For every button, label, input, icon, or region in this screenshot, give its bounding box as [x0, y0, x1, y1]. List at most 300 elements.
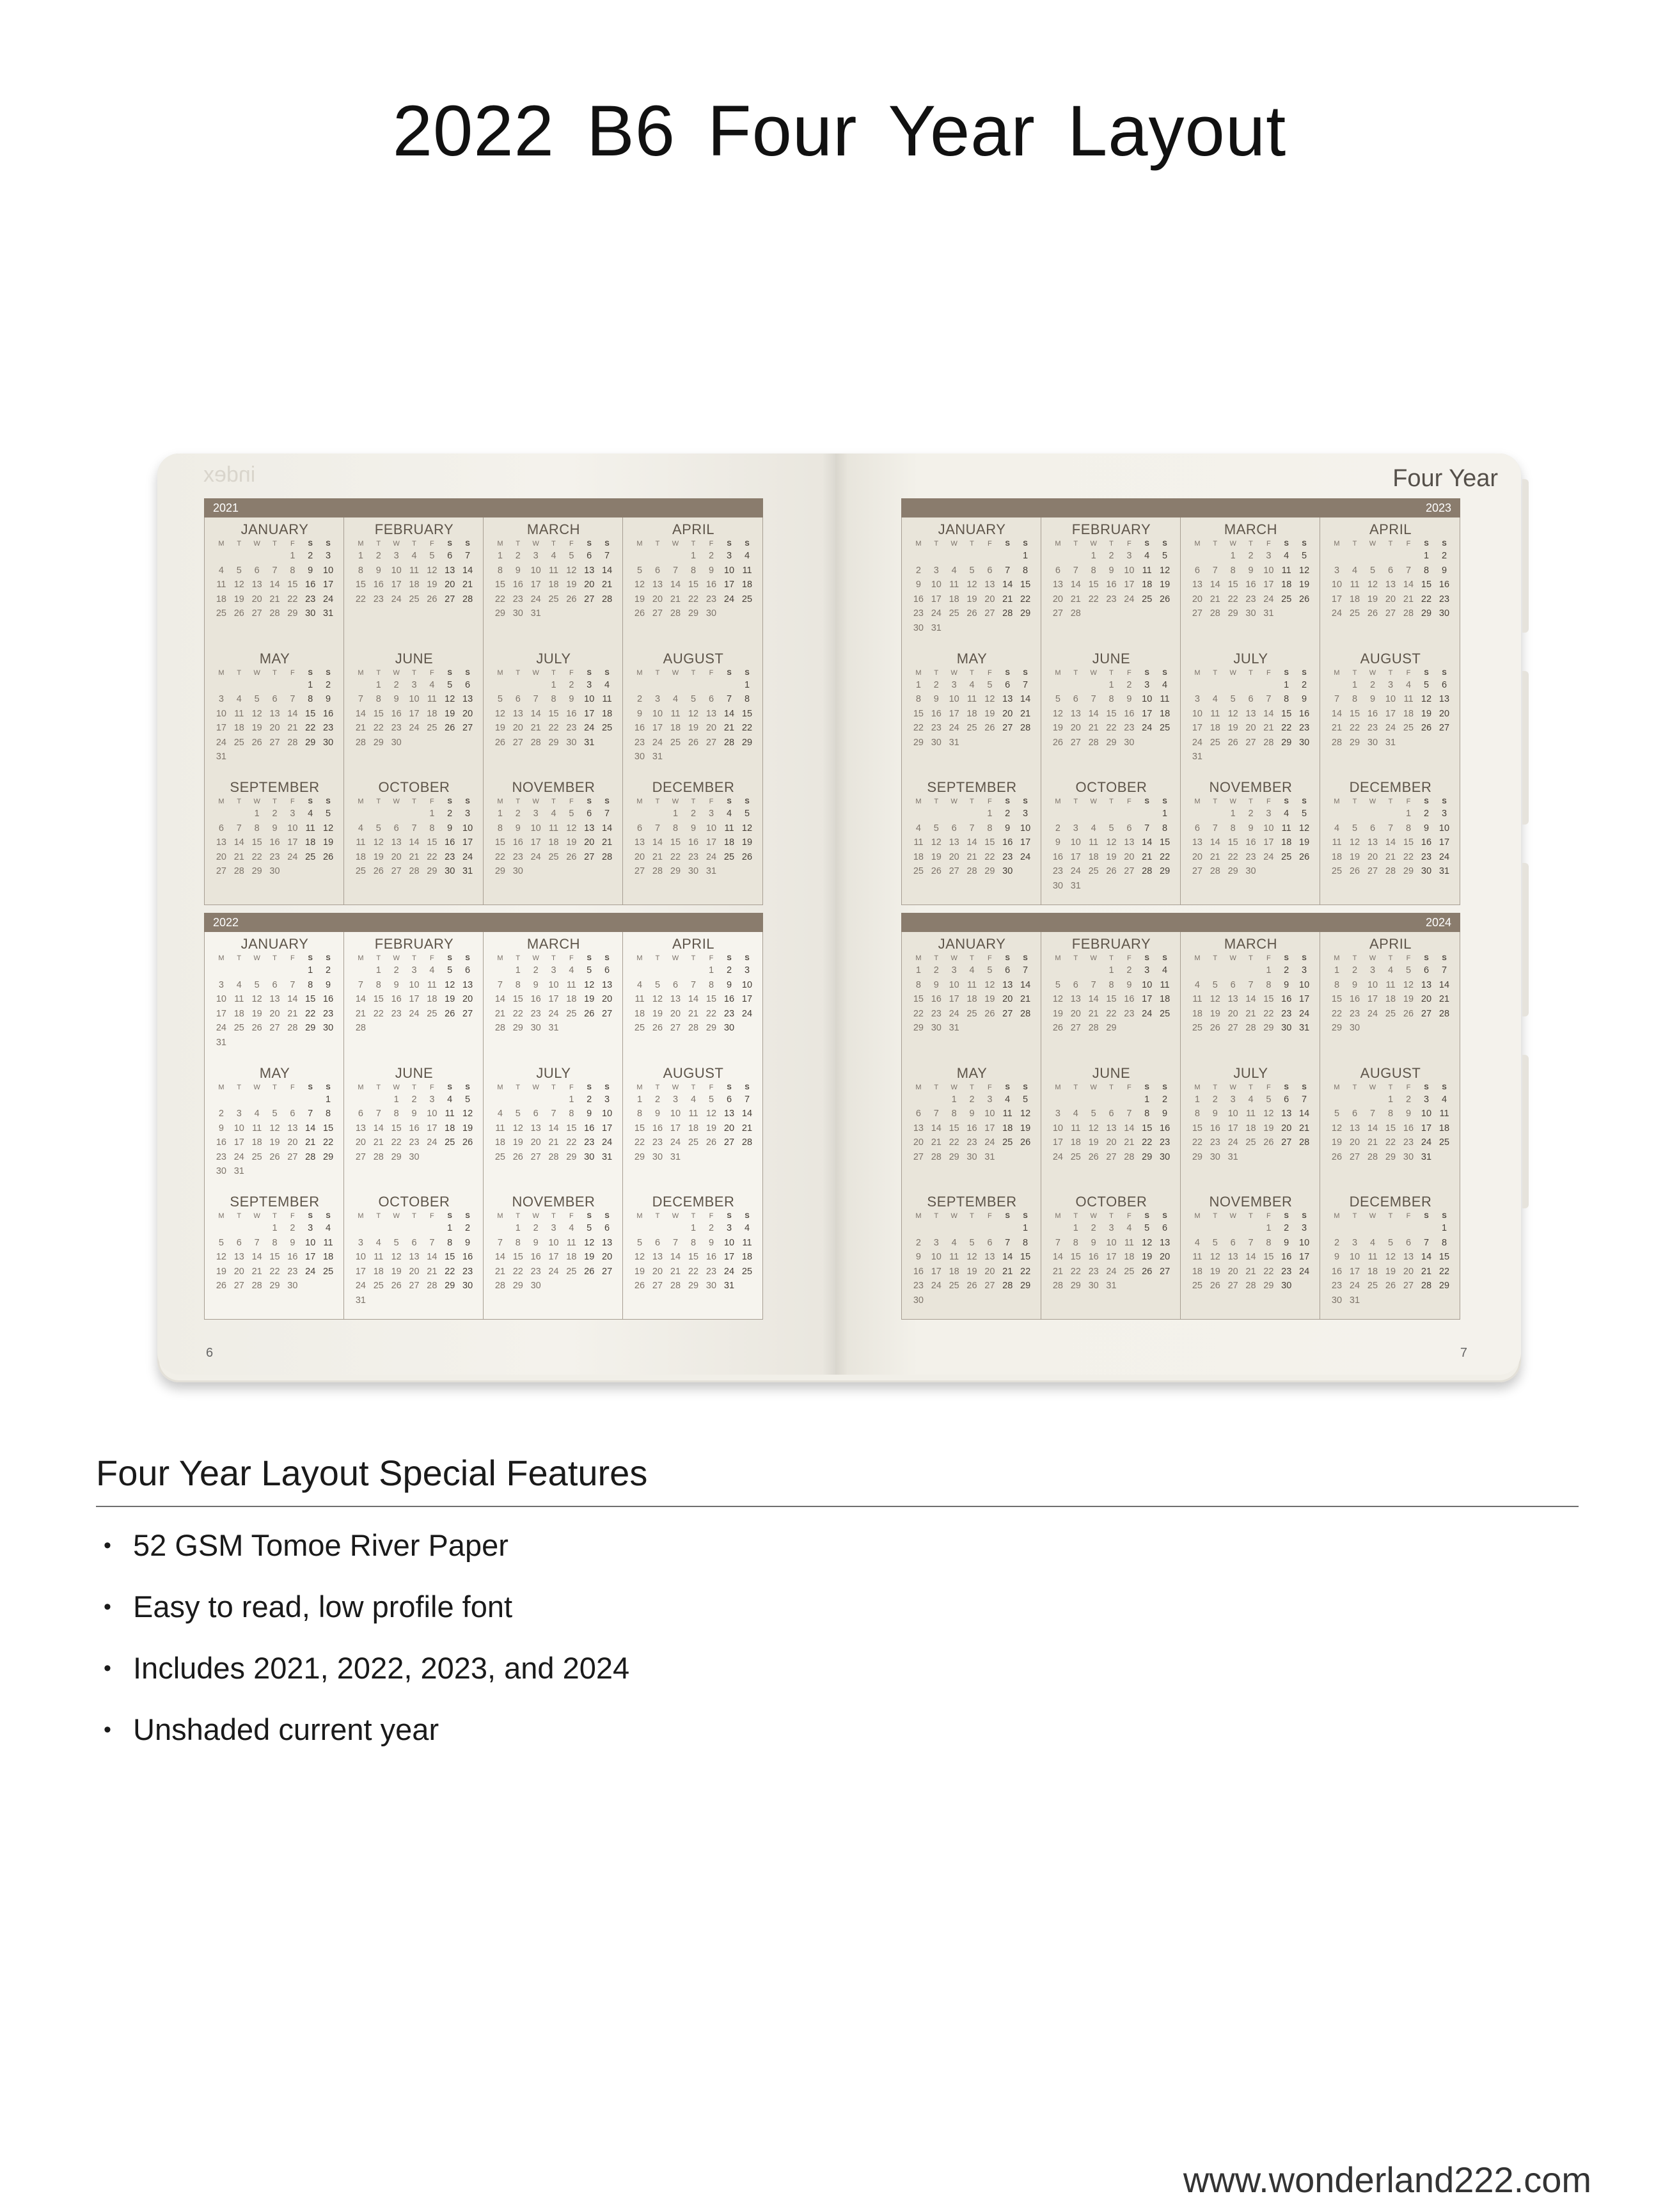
weekday-label: W	[393, 798, 400, 806]
month-october	[344, 1190, 484, 1319]
empty-day	[684, 963, 702, 978]
day-number: 17	[1192, 723, 1202, 734]
day-number: 7	[933, 1109, 939, 1119]
weekday-label: S	[465, 954, 470, 962]
day-number: 13	[1403, 1252, 1414, 1263]
weekday-label: T	[934, 1083, 939, 1091]
day-number: 9	[1369, 694, 1376, 705]
day-number: 31	[984, 1151, 995, 1162]
weekday-label: T	[1388, 540, 1393, 548]
day-number: 1	[429, 809, 435, 819]
weekday-label: T	[551, 954, 556, 962]
day-number: 11	[635, 994, 645, 1004]
day-number: 1	[308, 965, 313, 976]
day-number: 12	[233, 580, 244, 590]
day-number: 25	[233, 737, 244, 748]
weekday-label: T	[1352, 1212, 1357, 1221]
day-number: 12	[634, 1252, 645, 1263]
weekday-label: S	[308, 1083, 313, 1091]
weekday-label: S	[1023, 1212, 1028, 1221]
day-number: 30	[931, 737, 942, 748]
day-number: 11	[305, 823, 315, 833]
weekday-label: F	[290, 798, 295, 806]
weekday-label: S	[326, 954, 331, 962]
weekday-label: S	[308, 540, 313, 548]
day-number: 13	[1070, 708, 1081, 719]
day-number: 22	[1227, 851, 1238, 862]
day-number: 13	[1070, 994, 1081, 1004]
day-number: 24	[1142, 1008, 1153, 1019]
day-number: 18	[494, 1137, 505, 1148]
weekday-label: W	[1369, 668, 1376, 677]
day-number: 4	[569, 1223, 574, 1234]
day-number: 1	[1162, 809, 1168, 819]
day-number: 17	[949, 708, 959, 719]
day-number: 1	[951, 1094, 957, 1105]
day-number: 27	[1349, 1151, 1360, 1162]
day-number: 21	[1002, 1266, 1013, 1277]
weekday-label: F	[1406, 1083, 1411, 1091]
weekday-label: W	[532, 954, 539, 962]
day-number: 2	[1108, 551, 1114, 561]
day-number: 3	[726, 1223, 732, 1234]
empty-day	[1049, 807, 1067, 821]
day-number: 5	[1055, 694, 1060, 705]
day-number: 18	[216, 594, 226, 604]
day-number: 23	[566, 723, 577, 734]
day-number: 4	[358, 823, 363, 833]
day-grid	[491, 1221, 616, 1293]
empty-day	[527, 1093, 545, 1107]
day-number: 30	[1367, 737, 1378, 748]
day-number: 24	[1070, 866, 1081, 877]
empty-day	[1242, 678, 1260, 693]
weekday-header	[1328, 1084, 1453, 1091]
day-number: 13	[984, 1252, 995, 1263]
day-number: 17	[1299, 1252, 1310, 1263]
day-number: 1	[447, 1223, 453, 1234]
month-april	[1320, 517, 1460, 647]
day-number: 23	[391, 723, 402, 734]
weekday-label: M	[497, 1212, 503, 1221]
weekday-label: M	[915, 1083, 922, 1091]
page-title: 2022 B6 Four Year Layout	[392, 91, 1287, 171]
weekday-label: F	[1266, 1083, 1271, 1091]
empty-day	[1242, 1221, 1260, 1236]
day-number: 25	[1385, 1008, 1396, 1019]
day-number: 2	[533, 965, 539, 976]
day-number: 16	[1403, 1123, 1414, 1134]
day-number: 24	[305, 1266, 316, 1277]
day-number: 5	[447, 679, 453, 690]
day-number: 10	[723, 1237, 735, 1248]
weekday-label: T	[1213, 668, 1218, 677]
day-number: 11	[1071, 1123, 1081, 1134]
weekday-label: F	[709, 954, 714, 962]
day-number: 4	[326, 1223, 331, 1234]
weekday-label: F	[569, 668, 574, 677]
day-number: 20	[355, 1137, 366, 1148]
day-number: 23	[1349, 1008, 1360, 1019]
day-number: 11	[724, 823, 734, 833]
weekday-label: T	[412, 798, 416, 806]
day-number: 10	[1070, 837, 1081, 848]
day-number: 7	[604, 551, 610, 561]
day-number: 9	[411, 1109, 417, 1119]
day-number: 16	[1299, 708, 1310, 719]
weekday-label: W	[950, 540, 958, 548]
month-november	[484, 775, 623, 905]
day-number: 24	[931, 1281, 942, 1292]
day-number: 26	[966, 1281, 977, 1292]
day-number: 12	[705, 1109, 717, 1119]
day-grid	[352, 963, 477, 1036]
day-number: 13	[462, 979, 473, 990]
day-number: 21	[494, 1266, 505, 1277]
day-number: 30	[530, 1023, 541, 1033]
day-number: 15	[1106, 708, 1117, 719]
day-number: 18	[1124, 1252, 1135, 1263]
day-number: 7	[1055, 1237, 1060, 1248]
day-number: 9	[1248, 823, 1254, 833]
day-number: 28	[251, 1281, 262, 1292]
day-number: 7	[1302, 1094, 1307, 1105]
day-number: 22	[494, 851, 505, 862]
weekday-label: W	[1090, 540, 1097, 548]
weekday-label: M	[1194, 668, 1201, 677]
day-number: 7	[1023, 679, 1029, 690]
day-number: 27	[1070, 1023, 1081, 1033]
day-number: 28	[409, 866, 420, 877]
day-number: 13	[269, 708, 280, 719]
day-number: 17	[723, 1252, 735, 1263]
day-number: 5	[393, 1237, 399, 1248]
day-number: 31	[1421, 1151, 1432, 1162]
weekday-label: T	[1109, 1083, 1114, 1091]
month-name: APRIL	[672, 936, 715, 952]
day-number: 9	[1055, 837, 1060, 848]
month-august	[623, 647, 762, 776]
day-number: 26	[566, 594, 577, 604]
day-number: 25	[1210, 737, 1220, 748]
weekday-label: S	[587, 1083, 592, 1091]
day-number: 13	[530, 1123, 541, 1134]
weekday-header	[212, 1212, 337, 1220]
day-number: 25	[1070, 1151, 1081, 1162]
day-number: 11	[602, 694, 612, 705]
day-number: 27	[670, 1023, 681, 1033]
day-number: 29	[741, 737, 753, 748]
feature-item	[96, 1639, 629, 1700]
empty-day	[1328, 1093, 1346, 1107]
day-number: 29	[1227, 608, 1238, 619]
empty-day	[631, 549, 649, 564]
day-number: 6	[358, 1109, 363, 1119]
weekday-label: T	[691, 1083, 696, 1091]
day-number: 21	[1052, 1266, 1063, 1277]
day-number: 5	[1144, 1223, 1150, 1234]
empty-day	[945, 549, 963, 564]
day-grid	[352, 1221, 477, 1307]
day-number: 7	[497, 1237, 503, 1248]
empty-day	[406, 1221, 423, 1236]
day-number: 21	[1421, 1266, 1432, 1277]
weekday-header	[910, 798, 1034, 805]
day-number: 11	[670, 708, 681, 719]
empty-day	[352, 678, 370, 693]
day-number: 4	[308, 809, 313, 819]
empty-day	[1049, 549, 1067, 564]
day-number: 16	[1281, 1252, 1292, 1263]
day-number: 12	[1160, 565, 1171, 576]
day-number: 24	[409, 723, 420, 734]
day-number: 14	[530, 708, 541, 719]
month-january	[205, 517, 344, 647]
day-number: 4	[551, 809, 556, 819]
empty-day	[1067, 1093, 1085, 1107]
day-number: 7	[429, 1237, 435, 1248]
day-number: 1	[1405, 809, 1412, 819]
day-number: 4	[604, 679, 610, 690]
day-number: 16	[409, 1123, 420, 1134]
month-april	[623, 517, 762, 647]
month-grid	[901, 932, 1460, 1320]
weekday-label: S	[1005, 798, 1010, 806]
day-number: 17	[1106, 1252, 1117, 1263]
day-number: 16	[966, 1123, 977, 1134]
day-number: 16	[1124, 994, 1135, 1004]
day-number: 28	[355, 737, 366, 748]
features-list	[96, 1516, 629, 1762]
weekday-label: S	[1162, 668, 1167, 677]
website-url[interactable]: www.wonderland222.com	[1183, 2160, 1591, 2200]
day-number: 30	[1281, 1281, 1292, 1292]
day-number: 30	[323, 1023, 334, 1033]
year-calendar-2024	[901, 913, 1460, 1320]
empty-day	[649, 1221, 666, 1236]
day-number: 15	[1160, 837, 1171, 848]
day-number: 18	[251, 1137, 262, 1148]
day-grid	[1049, 678, 1174, 750]
day-number: 22	[251, 851, 262, 862]
day-number: 23	[512, 594, 523, 604]
empty-day	[301, 1093, 319, 1107]
day-number: 2	[515, 551, 521, 561]
empty-day	[1328, 807, 1346, 821]
day-number: 4	[375, 1237, 381, 1248]
day-number: 9	[708, 565, 714, 576]
day-number: 11	[1192, 1252, 1202, 1263]
day-number: 28	[287, 737, 298, 748]
weekday-label: S	[1023, 668, 1028, 677]
weekday-label: W	[532, 668, 539, 677]
day-number: 11	[1192, 994, 1202, 1004]
day-number: 14	[966, 837, 977, 848]
day-number: 4	[1441, 1094, 1447, 1105]
weekday-label: T	[1388, 1212, 1393, 1221]
day-number: 21	[1263, 723, 1274, 734]
day-number: 25	[634, 1023, 645, 1033]
day-number: 12	[1088, 1123, 1099, 1134]
weekday-label: T	[1388, 668, 1393, 677]
day-number: 1	[1073, 1223, 1078, 1234]
day-number: 10	[602, 1109, 613, 1119]
day-number: 24	[409, 1008, 420, 1019]
weekday-label: F	[987, 668, 992, 677]
day-number: 7	[290, 979, 296, 990]
day-number: 24	[931, 608, 942, 619]
day-number: 9	[465, 1237, 471, 1248]
day-number: 1	[1194, 1094, 1200, 1105]
month-name: SEPTEMBER	[927, 779, 1017, 796]
day-number: 8	[1194, 1109, 1200, 1119]
day-number: 19	[966, 1266, 977, 1277]
day-number: 20	[652, 594, 663, 604]
weekday-label: S	[1424, 1083, 1429, 1091]
day-number: 1	[551, 679, 556, 690]
day-number: 28	[602, 851, 613, 862]
weekday-label: M	[915, 1212, 922, 1221]
day-number: 19	[216, 1266, 226, 1277]
day-number: 8	[1266, 1237, 1272, 1248]
weekday-label: M	[358, 954, 364, 962]
day-number: 31	[216, 752, 226, 762]
day-number: 3	[1302, 965, 1307, 976]
weekday-label: S	[1162, 798, 1167, 806]
month-name: JULY	[536, 650, 571, 667]
day-number: 11	[949, 580, 959, 590]
weekday-label: S	[1302, 798, 1307, 806]
day-number: 21	[1299, 1123, 1310, 1134]
day-number: 30	[1245, 866, 1256, 877]
day-number: 12	[427, 565, 437, 576]
day-number: 2	[569, 679, 574, 690]
day-number: 25	[1349, 608, 1360, 619]
weekday-label: S	[326, 1212, 331, 1221]
weekday-header	[1188, 1084, 1313, 1091]
day-number: 18	[1088, 851, 1099, 862]
weekday-label: S	[1023, 798, 1028, 806]
weekday-header	[352, 1084, 477, 1091]
day-number: 23	[931, 723, 942, 734]
day-number: 23	[1367, 723, 1378, 734]
day-number: 23	[1439, 594, 1450, 604]
day-number: 2	[708, 551, 714, 561]
day-number: 18	[548, 837, 559, 848]
day-number: 11	[323, 1237, 333, 1248]
day-number: 9	[1126, 979, 1132, 990]
day-number: 15	[548, 708, 559, 719]
day-number: 6	[708, 694, 714, 705]
day-number: 17	[652, 723, 663, 734]
day-number: 7	[1369, 1109, 1376, 1119]
day-number: 21	[233, 851, 244, 862]
right-page-number: 7	[1460, 1346, 1467, 1360]
empty-day	[248, 549, 266, 564]
day-number: 14	[670, 580, 681, 590]
weekday-header	[491, 798, 616, 805]
day-number: 23	[269, 851, 280, 862]
day-number: 2	[1248, 551, 1254, 561]
day-number: 23	[931, 1008, 942, 1019]
day-number: 7	[654, 823, 661, 833]
day-number: 3	[1352, 1237, 1358, 1248]
day-number: 21	[251, 1266, 262, 1277]
empty-day	[1188, 678, 1206, 693]
day-number: 22	[494, 594, 505, 604]
day-number: 3	[326, 551, 331, 561]
empty-day	[1382, 1221, 1399, 1236]
weekday-label: W	[532, 1212, 539, 1221]
weekday-label: S	[587, 798, 592, 806]
day-number: 12	[634, 580, 645, 590]
weekday-label: F	[1406, 954, 1411, 962]
weekday-label: W	[1229, 1083, 1236, 1091]
day-number: 21	[1367, 1137, 1378, 1148]
weekday-label: W	[532, 540, 539, 548]
day-number: 9	[1212, 1109, 1218, 1119]
day-number: 27	[913, 1151, 924, 1162]
day-number: 23	[1124, 723, 1135, 734]
day-number: 23	[1106, 594, 1117, 604]
day-number: 26	[1052, 1023, 1063, 1033]
day-number: 30	[723, 1023, 735, 1033]
day-number: 30	[688, 866, 699, 877]
weekday-label: M	[1055, 798, 1061, 806]
day-number: 19	[1210, 1266, 1220, 1277]
day-number: 17	[1367, 994, 1378, 1004]
day-number: 9	[569, 694, 574, 705]
day-number: 5	[1212, 1237, 1218, 1248]
day-number: 20	[1002, 708, 1013, 719]
day-number: 21	[670, 1266, 681, 1277]
day-number: 4	[1352, 565, 1358, 576]
day-number: 8	[393, 1109, 399, 1119]
day-number: 18	[233, 723, 244, 734]
day-number: 14	[670, 1252, 681, 1263]
empty-day	[1346, 1093, 1364, 1107]
empty-day	[1328, 549, 1346, 564]
day-number: 7	[744, 1094, 750, 1105]
day-grid	[910, 1093, 1034, 1165]
day-number: 28	[741, 1137, 753, 1148]
day-number: 2	[915, 1237, 921, 1248]
weekday-label: S	[447, 798, 452, 806]
day-number: 13	[1245, 708, 1256, 719]
day-number: 24	[949, 723, 959, 734]
weekday-label: M	[497, 954, 503, 962]
day-number: 20	[462, 708, 473, 719]
weekday-header	[352, 540, 477, 548]
weekday-label: S	[604, 540, 610, 548]
day-number: 15	[1421, 580, 1432, 590]
day-number: 25	[1088, 866, 1099, 877]
day-grid	[491, 807, 616, 879]
day-number: 12	[1299, 565, 1310, 576]
day-number: 13	[913, 1123, 924, 1134]
day-number: 11	[566, 1237, 576, 1248]
empty-day	[370, 1221, 388, 1236]
day-number: 24	[602, 1137, 613, 1148]
day-number: 17	[1385, 708, 1396, 719]
day-number: 12	[1367, 580, 1378, 590]
empty-day	[720, 678, 738, 693]
day-number: 9	[1108, 565, 1114, 576]
day-number: 9	[1126, 694, 1132, 705]
day-number: 27	[1227, 1281, 1238, 1292]
day-number: 15	[1227, 837, 1238, 848]
day-number: 17	[216, 723, 226, 734]
